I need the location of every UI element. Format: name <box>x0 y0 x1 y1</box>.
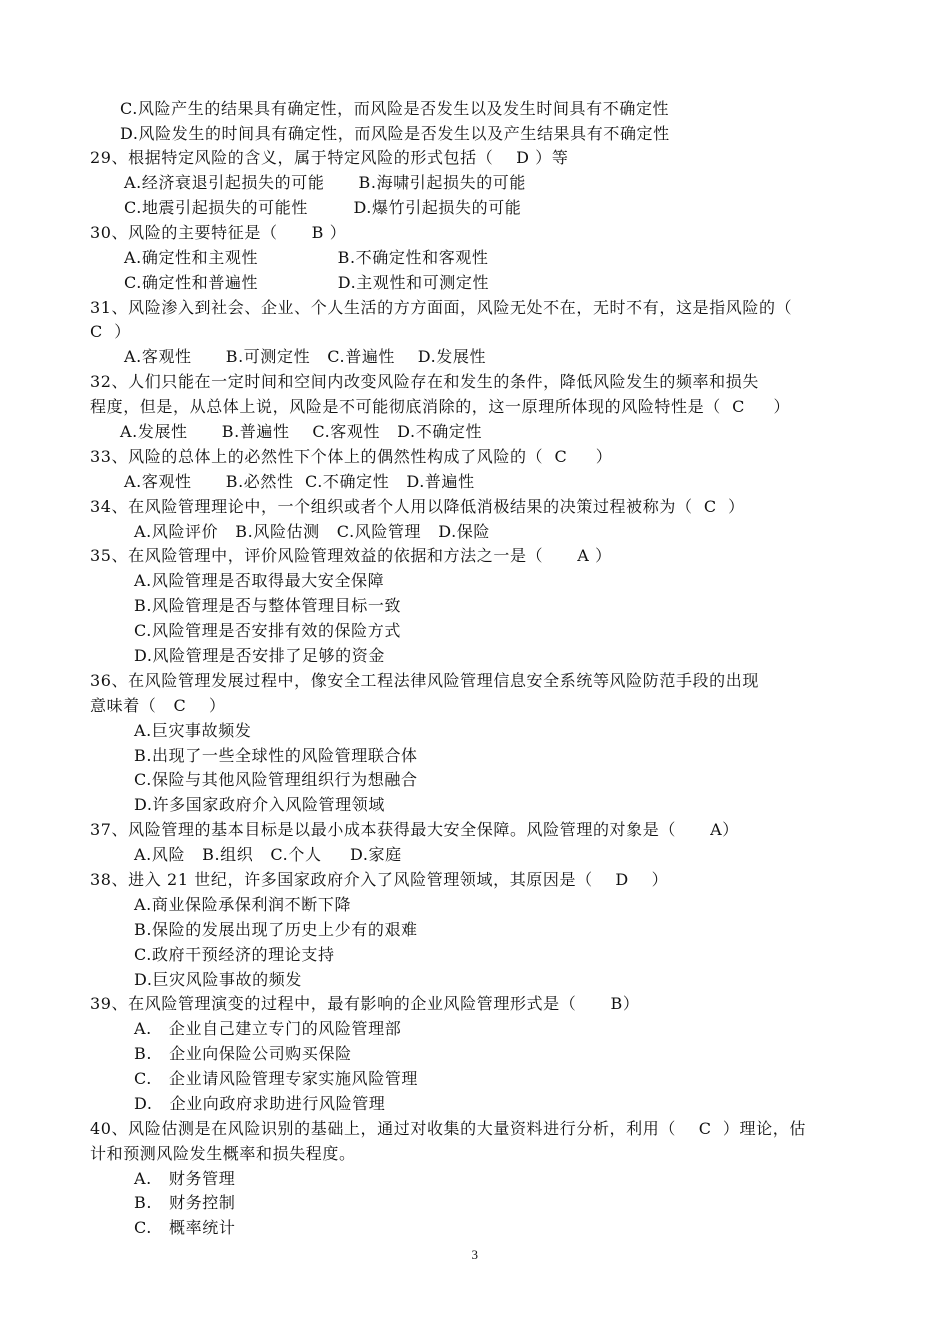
question-31: 31、风险渗入到社会、企业、个人生活的方方面面，风险无处不在，无时不有，这是指风险的（ <box>90 298 793 317</box>
text-line: A.风险管理是否取得最大安全保障 <box>134 571 385 590</box>
text-line: C. 概率统计 <box>134 1218 236 1237</box>
text-line: C.确定性和普遍性 D.主观性和可测定性 <box>124 273 490 292</box>
text-line: B. 企业向保险公司购买保险 <box>134 1044 352 1063</box>
question-40: 40、风险估测是在风险识别的基础上，通过对收集的大量资料进行分析，利用（ C ）理论，估 <box>90 1119 806 1138</box>
question-32: 32、人们只能在一定时间和空间内改变风险存在和发生的条件，降低风险发生的频率和损失 <box>90 372 759 391</box>
question-29: 29、根据特定风险的含义，属于特定风险的形式包括（ D ）等 <box>90 148 569 167</box>
text-line: A.风险评价 B.风险估测 C.风险管理 D.保险 <box>134 522 490 541</box>
question-34: 34、在风险管理理论中，一个组织或者个人用以降低消极结果的决策过程被称为（ C ） <box>90 497 745 516</box>
question-30: 30、风险的主要特征是（ B ） <box>90 223 347 242</box>
text-line: A.巨灾事故频发 <box>134 721 252 740</box>
text-line: C ） <box>90 322 131 341</box>
text-line: D.风险发生的时间具有确定性，而风险是否发生以及产生结果具有不确定性 <box>120 124 670 143</box>
text-line: D.许多国家政府介入风险管理领域 <box>134 795 385 814</box>
text-line: C.政府干预经济的理论支持 <box>134 945 335 964</box>
text-line: A.确定性和主观性 B.不确定性和客观性 <box>124 248 489 267</box>
text-line: D. 企业向政府求助进行风险管理 <box>134 1094 386 1113</box>
question-36: 36、在风险管理发展过程中，像安全工程法律风险管理信息安全系统等风险防范手段的出现 <box>90 671 759 690</box>
question-38: 38、进入 21 世纪，许多国家政府介入了风险管理领域，其原因是（ D ） <box>90 870 669 889</box>
text-line: 意味着（ C ） <box>90 696 226 715</box>
question-37: 37、风险管理的基本目标是以最小成本获得最大安全保障。风险管理的对象是（ A） <box>90 820 739 839</box>
text-line: 计和预测风险发生概率和损失程度。 <box>90 1144 356 1163</box>
page-number: 3 <box>471 1247 479 1262</box>
text-line: A. 企业自己建立专门的风险管理部 <box>134 1019 402 1038</box>
text-line: D.巨灾风险事故的频发 <box>134 970 302 989</box>
text-line: A. 财务管理 <box>134 1169 236 1188</box>
text-line: A.风险 B.组织 C.个人 D.家庭 <box>134 845 402 864</box>
text-line: A.客观性 B.必然性 C.不确定性 D.普遍性 <box>124 472 475 491</box>
text-line: C.保险与其他风险管理组织行为想融合 <box>134 770 418 789</box>
text-line: A.经济衰退引起损失的可能 B.海啸引起损失的可能 <box>124 173 527 192</box>
text-line: C.风险管理是否安排有效的保险方式 <box>134 621 401 640</box>
question-39: 39、在风险管理演变的过程中，最有影响的企业风险管理形式是（ B） <box>90 994 640 1013</box>
text-line: A.商业保险承保利润不断下降 <box>134 895 352 914</box>
text-line: C.地震引起损失的可能性 D.爆竹引起损失的可能 <box>124 198 522 217</box>
question-33: 33、风险的总体上的必然性下个体上的偶然性构成了风险的（ C ） <box>90 447 613 466</box>
text-line: B.出现了一些全球性的风险管理联合体 <box>134 746 418 765</box>
text-line: A.发展性 B.普遍性 C.客观性 D.不确定性 <box>120 422 483 441</box>
text-line: C. 企业请风险管理专家实施风险管理 <box>134 1069 419 1088</box>
text-line: B.风险管理是否与整体管理目标一致 <box>134 596 402 615</box>
text-line: B.保险的发展出现了历史上少有的艰难 <box>134 920 418 939</box>
text-line: A.客观性 B.可测定性 C.普遍性 D.发展性 <box>124 347 487 366</box>
question-35: 35、在风险管理中，评价风险管理效益的依据和方法之一是（ A ） <box>90 546 612 565</box>
text-line: C.风险产生的结果具有确定性，而风险是否发生以及发生时间具有不确定性 <box>120 99 670 118</box>
text-line: B. 财务控制 <box>134 1193 236 1212</box>
text-line: D.风险管理是否安排了足够的资金 <box>134 646 385 665</box>
text-line: 程度，但是，从总体上说，风险是不可能彻底消除的，这一原理所体现的风险特性是（ C ） <box>90 397 791 416</box>
